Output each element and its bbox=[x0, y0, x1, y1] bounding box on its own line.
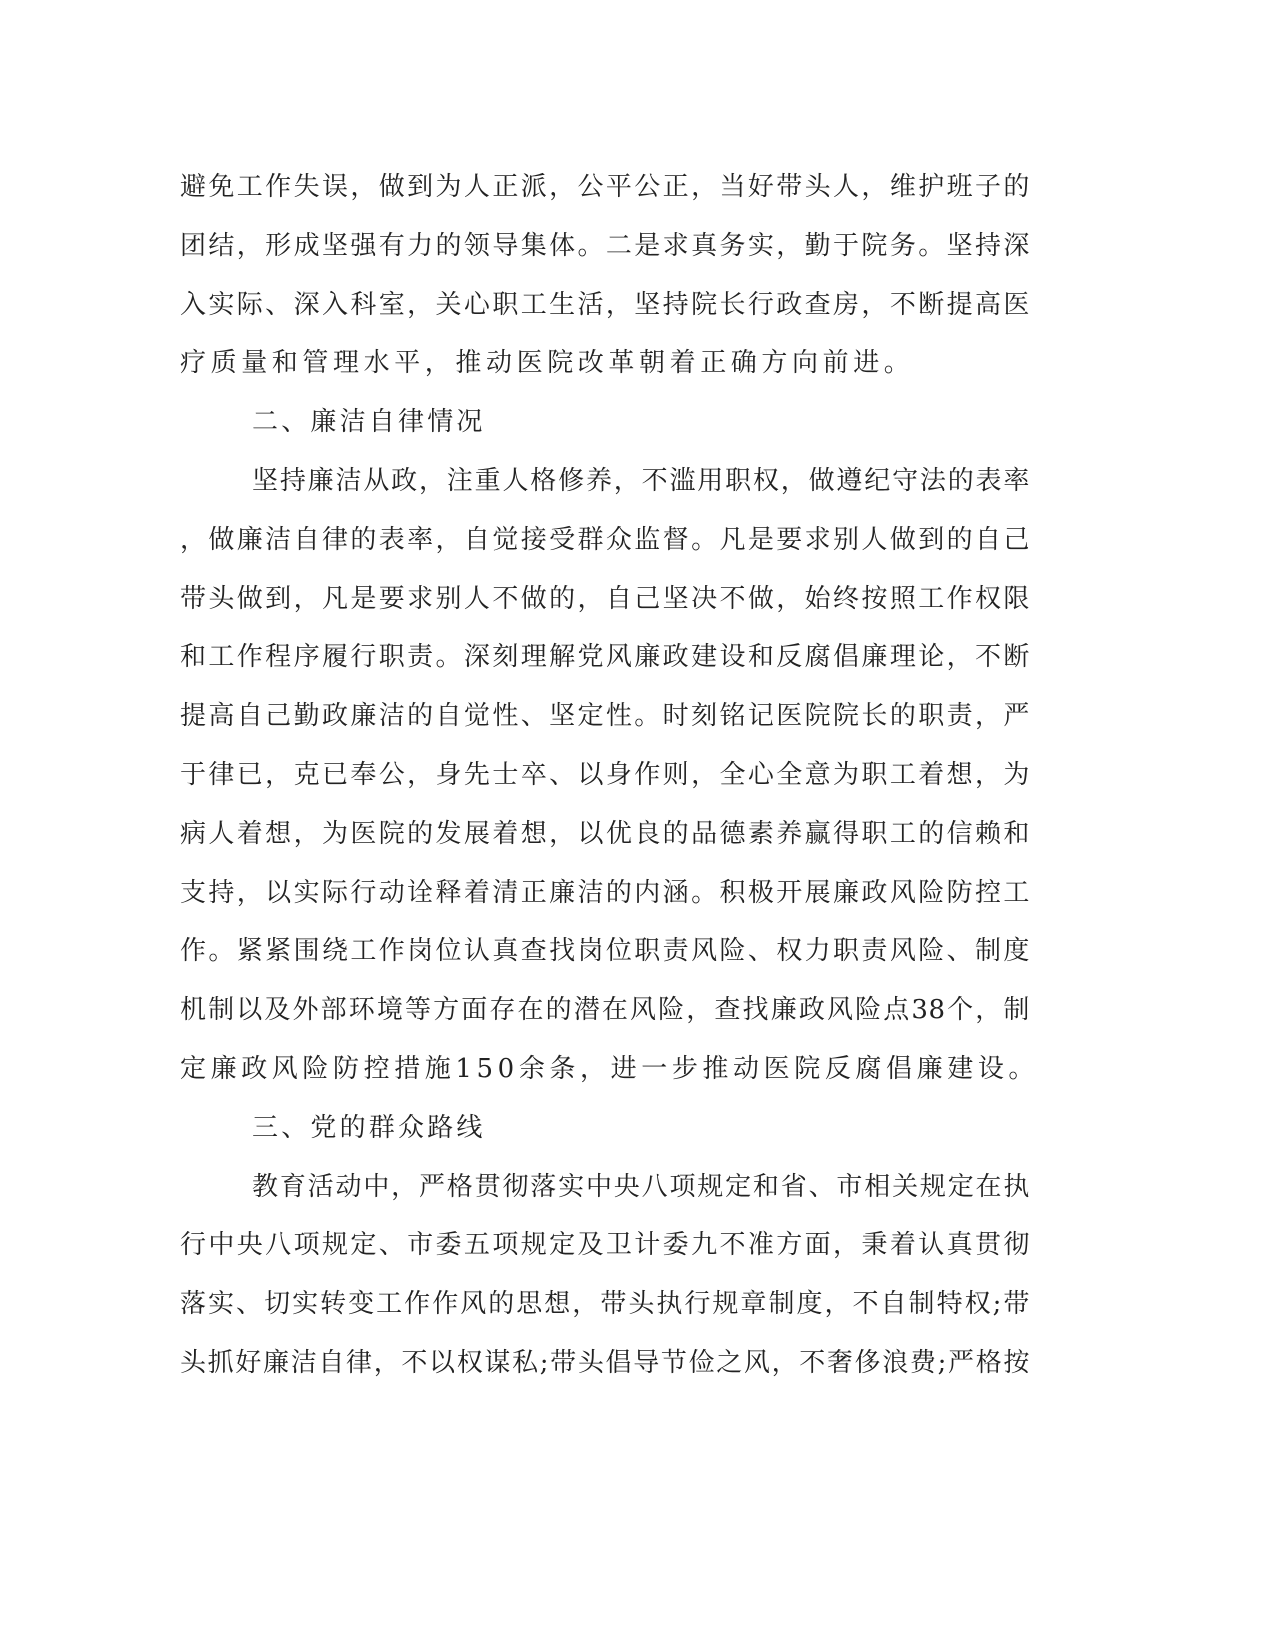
text-line: 提高自己勤政廉洁的自觉性、坚定性。时刻铭记医院院长的职责，严 bbox=[180, 701, 1030, 732]
text-line: 机制以及外部环境等方面存在的潜在风险，查找廉政风险点38个，制 bbox=[180, 995, 1030, 1026]
text-line: 作。紧紧围绕工作岗位认真查找岗位职责风险、权力职责风险、制度 bbox=[180, 936, 1030, 967]
text-line: 疗质量和管理水平，推动医院改革朝着正确方向前进。 bbox=[180, 348, 915, 379]
document-body bbox=[180, 158, 1040, 1393]
text-line: 头抓好廉洁自律，不以权谋私;带头倡导节俭之风，不奢侈浪费;严格按 bbox=[180, 1347, 1030, 1378]
text-line: 落实、切实转变工作作风的思想，带头执行规章制度，不自制特权;带 bbox=[180, 1289, 1030, 1320]
text-line: 支持，以实际行动诠释着清正廉洁的内涵。积极开展廉政风险防控工 bbox=[180, 877, 1030, 908]
section-heading: 二、廉洁自律情况 bbox=[252, 407, 486, 438]
text-line: 教育活动中，严格贯彻落实中央八项规定和省、市相关规定在执 bbox=[252, 1171, 1030, 1202]
text-line: 坚持廉洁从政，注重人格修养，不滥用职权，做遵纪守法的表率 bbox=[252, 465, 1030, 496]
text-line: 行中央八项规定、市委五项规定及卫计委九不准方面，秉着认真贯彻 bbox=[180, 1230, 1030, 1261]
text-line: 于律已，克已奉公，身先士卒、以身作则，全心全意为职工着想，为 bbox=[180, 759, 1030, 790]
text-line: 和工作程序履行职责。深刻理解党风廉政建设和反腐倡廉理论，不断 bbox=[180, 642, 1030, 673]
text-line: 带头做到，凡是要求别人不做的，自己坚决不做，始终按照工作权限 bbox=[180, 583, 1030, 614]
text-line: 定廉政风险防控措施150余条，进一步推动医院反腐倡廉建设。 bbox=[180, 1053, 1040, 1084]
text-line: ，做廉洁自律的表率，自觉接受群众监督。凡是要求别人做到的自己 bbox=[180, 524, 1030, 555]
text-line: 团结，形成坚强有力的领导集体。二是求真务实，勤于院务。坚持深 bbox=[180, 230, 1030, 261]
text-line: 病人着想，为医院的发展着想，以优良的品德素养赢得职工的信赖和 bbox=[180, 818, 1030, 849]
text-line: 入实际、深入科室，关心职工生活，坚持院长行政查房，不断提高医 bbox=[180, 289, 1030, 320]
section-heading: 三、党的群众路线 bbox=[252, 1112, 486, 1143]
text-line: 避免工作失误，做到为人正派，公平公正，当好带头人，维护班子的 bbox=[180, 172, 1030, 202]
